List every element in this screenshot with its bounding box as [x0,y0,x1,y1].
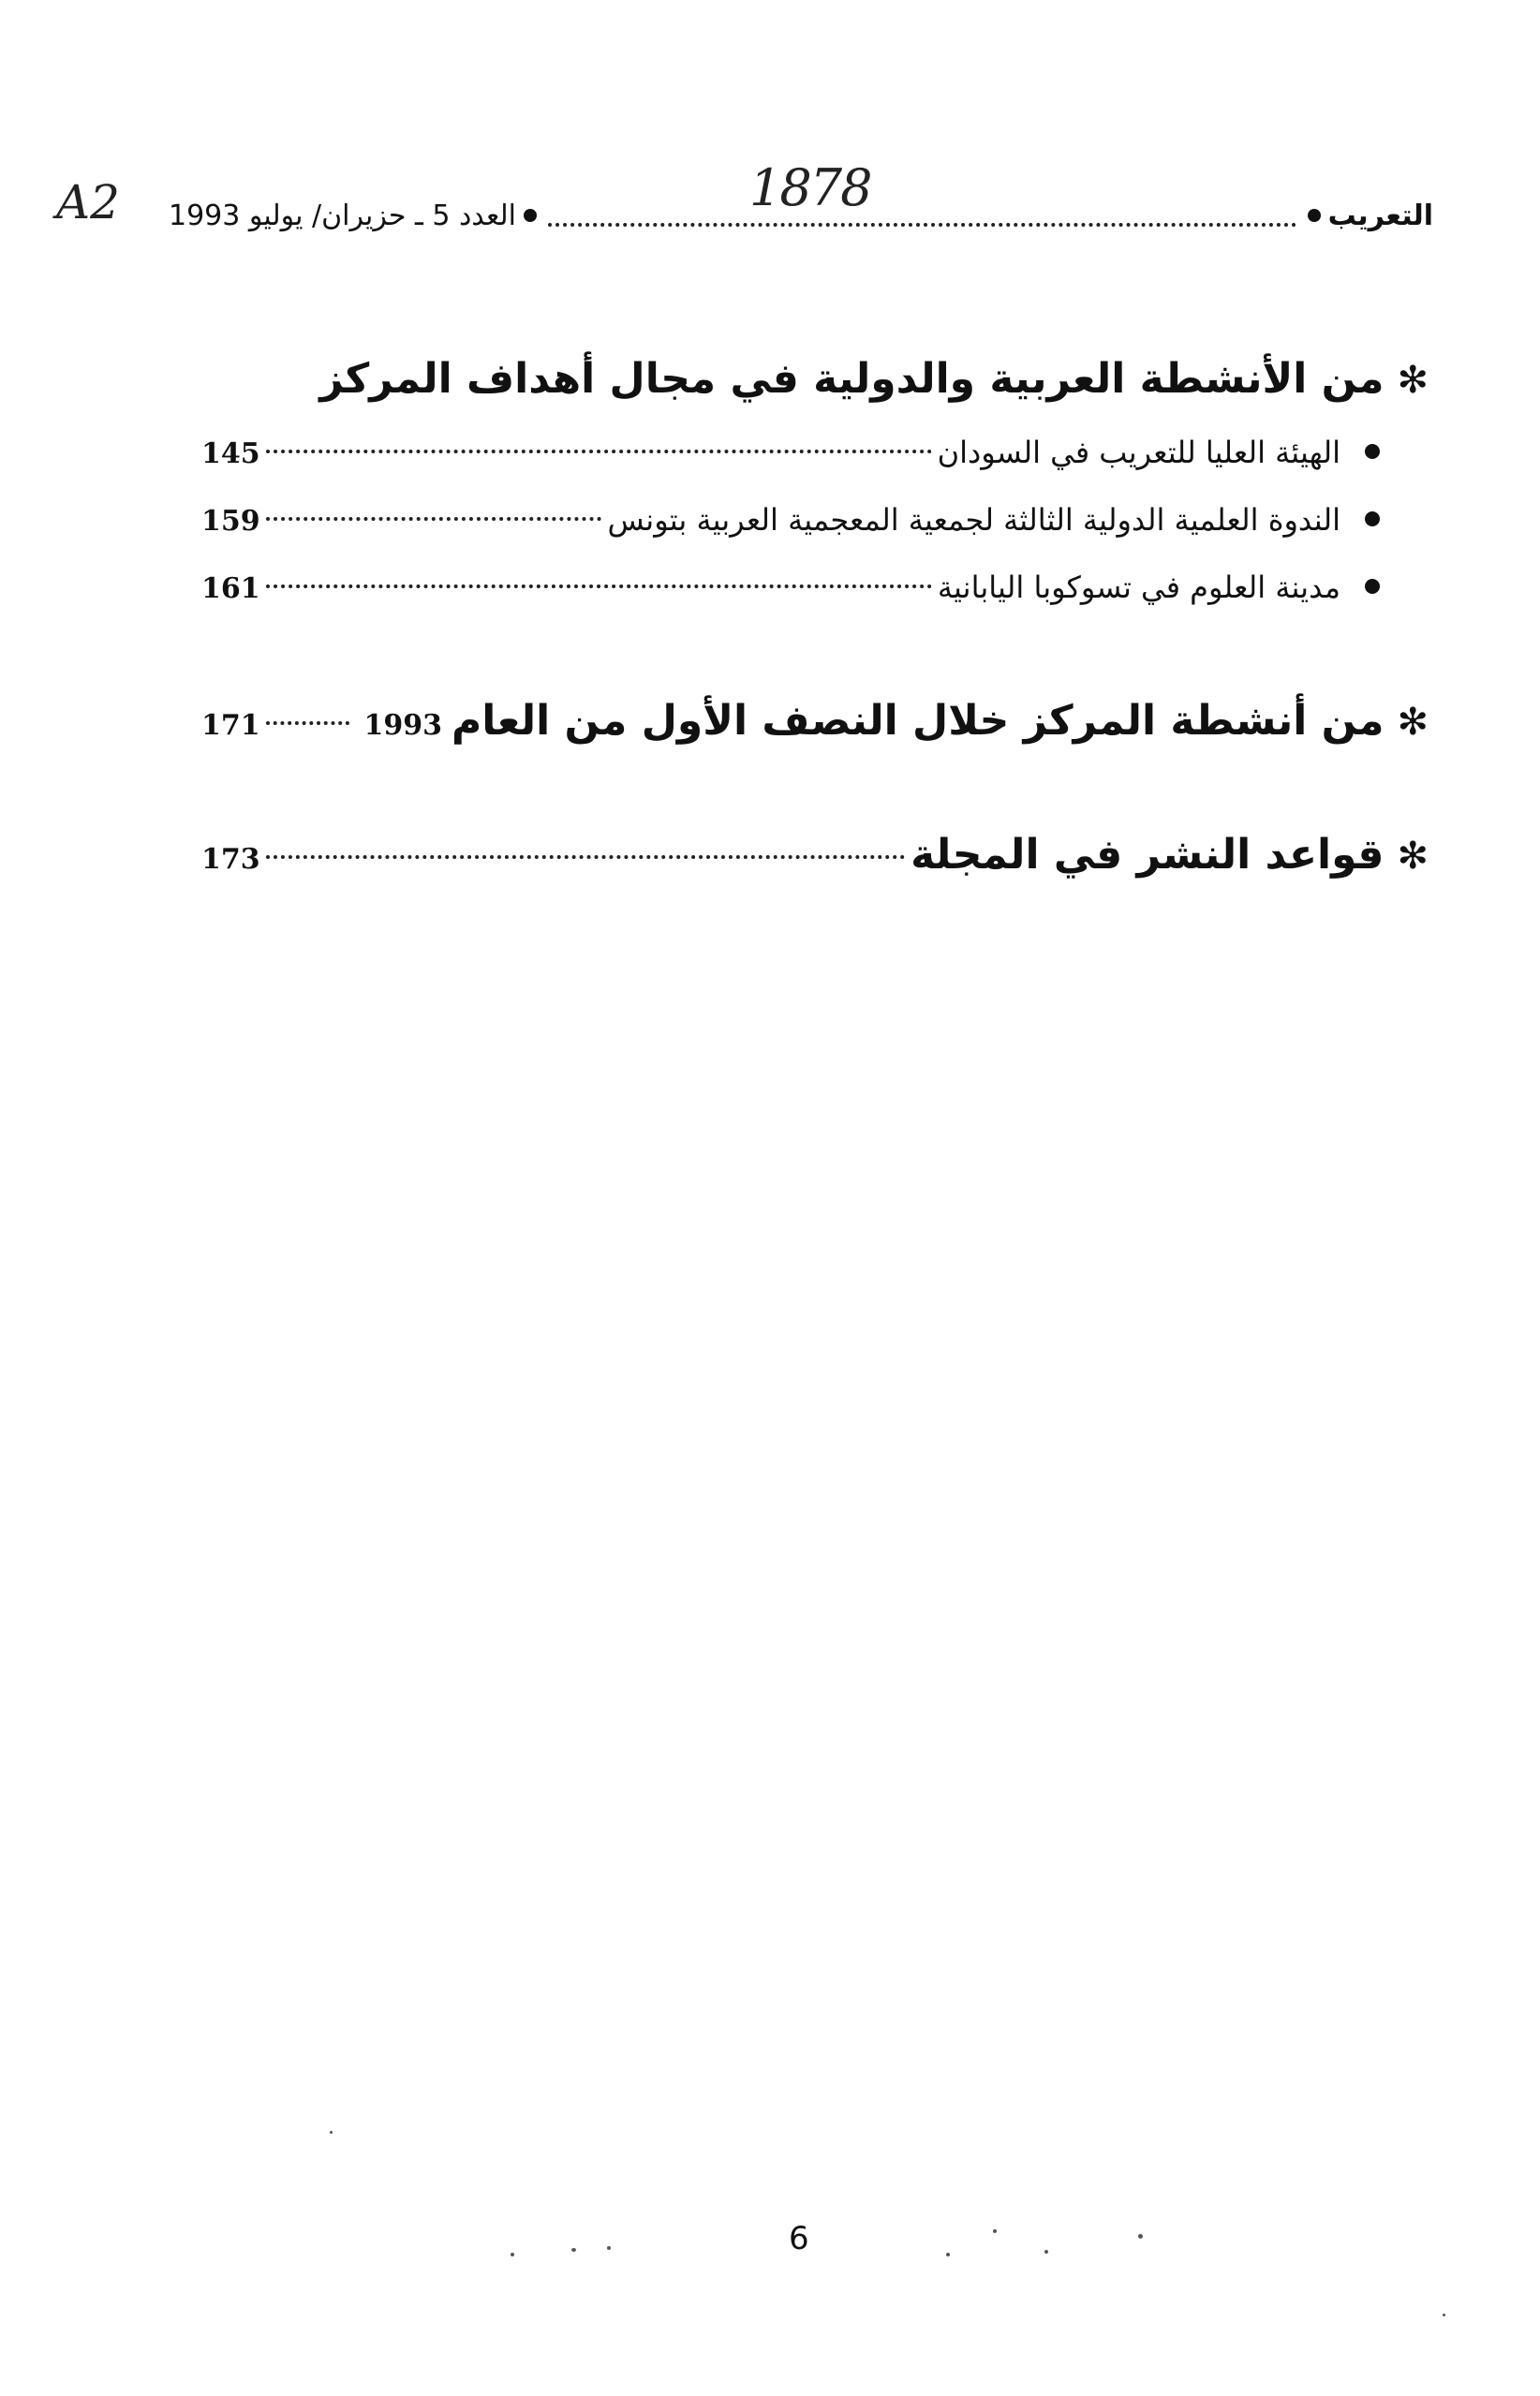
bullet-icon [1365,579,1380,594]
header-bullet-icon [1308,209,1321,222]
page-number: 159 [201,505,260,538]
dot-leader [266,855,905,859]
toc-section-arab-international [201,347,1429,621]
toc-entry[interactable] [201,554,1429,621]
scan-speck [1443,2314,1445,2316]
bullet-icon [1365,511,1380,526]
section-heading [201,822,1429,893]
bullet-icon [1365,444,1380,459]
toc-entry[interactable] [201,419,1429,486]
page-number: 161 [201,572,260,605]
year: 1993 [363,709,443,742]
issue-info: العدد 5 ـ حزيران/ يوليو 1993 [169,199,516,232]
dot-leader [266,450,932,453]
dot-leader [266,721,349,725]
scan-speck [571,2248,576,2252]
header-bullet-icon [524,209,537,222]
page-number: 171 [201,709,260,742]
entry-title: مدينة العلوم في تسوكوبا اليابانية [937,569,1340,605]
section-heading [201,688,1429,759]
scan-speck [946,2253,950,2256]
handwritten-number: 1878 [749,158,871,217]
toc-entry[interactable] [201,486,1429,554]
scan-speck [607,2246,611,2250]
asterisk-icon: ✻ [1397,359,1429,402]
running-header [56,158,1433,248]
dot-leader [266,517,602,521]
scan-speck [330,2131,333,2134]
asterisk-icon: ✻ [1397,835,1429,878]
section-heading [201,347,1429,413]
section-title: قواعد النشر في المجلة [911,831,1385,879]
scan-speck [993,2229,997,2233]
scan-speck [1138,2234,1143,2239]
header-dot-leader [548,223,1296,227]
entry-title: الندوة العلمية الدولية الثالثة لجمعية المعجمية العربية بتونس [607,502,1340,538]
toc-section-publishing-rules[interactable] [201,822,1429,893]
section-title: من الأنشطة العربية والدولية في مجال أهداف المركز [319,355,1385,403]
entry-title: الهيئة العليا للتعريب في السودان [937,435,1340,470]
page-folio: 6 [789,2220,809,2257]
section-title: من أنشطة المركز خلال النصف الأول من العام [452,697,1385,745]
journal-title: التعريب [1327,199,1433,232]
handwritten-code: A2 [56,175,120,229]
page-number: 145 [201,437,260,470]
page-number: 173 [201,843,260,876]
scan-speck [511,2253,514,2256]
toc-section-center-activities[interactable] [201,688,1429,759]
dot-leader [266,584,932,588]
asterisk-icon: ✻ [1397,701,1429,744]
scan-speck [1044,2250,1048,2254]
